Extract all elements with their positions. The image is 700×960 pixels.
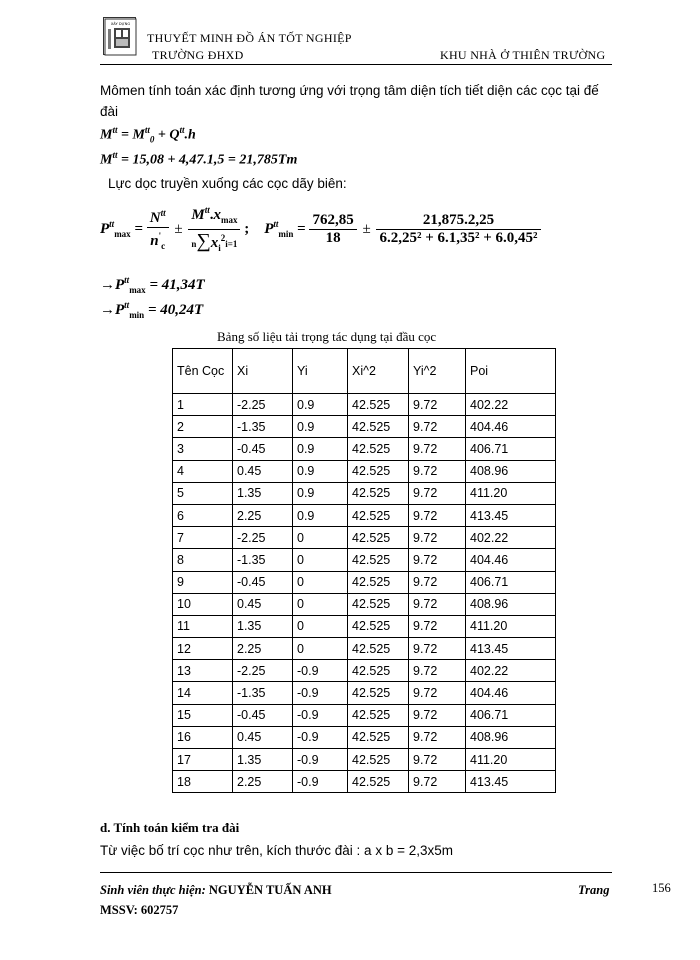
table-cell: 42.525 (348, 615, 409, 637)
table-row (173, 615, 556, 637)
table-cell: -2.25 (233, 660, 293, 682)
table-cell: 411.20 (466, 482, 556, 504)
table-cell: -0.9 (293, 704, 348, 726)
table-cell: 0.9 (293, 416, 348, 438)
table-cell: 42.525 (348, 593, 409, 615)
table-cell: 9.72 (409, 638, 466, 660)
table-cell: -0.9 (293, 771, 348, 793)
header-divider (100, 64, 612, 65)
pile-load-table (172, 348, 556, 793)
table-cell: 9.72 (409, 527, 466, 549)
table-cell: 413.45 (466, 504, 556, 526)
table-cell: -1.35 (233, 416, 293, 438)
table-cell: 9.72 (409, 726, 466, 748)
table-cell: 408.96 (466, 726, 556, 748)
page-number: 156 (652, 881, 671, 895)
table-cell: 0.9 (293, 460, 348, 482)
table-cell: 42.525 (348, 527, 409, 549)
table-cell: 9.72 (409, 416, 466, 438)
table-cell: 42.525 (348, 682, 409, 704)
table-cell: 0 (293, 615, 348, 637)
table-cell: 9.72 (409, 394, 466, 416)
table-cell: -0.45 (233, 438, 293, 460)
table-cell: -2.25 (233, 394, 293, 416)
table-cell: 9.72 (409, 704, 466, 726)
header-cell: Tên Cọc (173, 349, 233, 394)
table-cell: 12 (173, 638, 233, 660)
table-row (173, 416, 556, 438)
table-cell: 42.525 (348, 660, 409, 682)
table-cell: 0.9 (293, 394, 348, 416)
table-row (173, 527, 556, 549)
table-cell: 0 (293, 527, 348, 549)
table-cell: 404.46 (466, 549, 556, 571)
table-cell: 406.71 (466, 704, 556, 726)
table-cell: 42.525 (348, 571, 409, 593)
header-cell: Poi (466, 349, 556, 394)
table-row (173, 638, 556, 660)
table-cell: 0.9 (293, 504, 348, 526)
table-cell: 0.45 (233, 726, 293, 748)
table-cell: 411.20 (466, 615, 556, 637)
table-cell: 0.45 (233, 460, 293, 482)
table-cell: -0.9 (293, 726, 348, 748)
table-cell: 42.525 (348, 438, 409, 460)
table-cell: -0.9 (293, 660, 348, 682)
table-cell: 0.9 (293, 482, 348, 504)
table-cell: -1.35 (233, 682, 293, 704)
table-cell: 9.72 (409, 749, 466, 771)
table-cell: -0.9 (293, 682, 348, 704)
table-cell: 0.9 (293, 438, 348, 460)
arrow-icon: → (100, 277, 115, 293)
table-cell: 1.35 (233, 615, 293, 637)
header-title: THUYẾT MINH ĐỒ ÁN TỐT NGHIỆP (147, 31, 352, 45)
table-cell: 1.35 (233, 749, 293, 771)
table-cell: 13 (173, 660, 233, 682)
table-cell: 42.525 (348, 771, 409, 793)
table-cell: 9.72 (409, 504, 466, 526)
table-cell: -1.35 (233, 549, 293, 571)
table-row (173, 394, 556, 416)
table-cell: 0 (293, 571, 348, 593)
table-cell: 404.46 (466, 416, 556, 438)
table-cell: 9.72 (409, 571, 466, 593)
footer-student: Sinh viên thực hiện: NGUYỄN TUẤN ANH (100, 883, 332, 897)
table-row (173, 460, 556, 482)
table-cell: 2 (173, 416, 233, 438)
table-cell: 10 (173, 593, 233, 615)
table-row (173, 438, 556, 460)
table-row (173, 593, 556, 615)
table-row (173, 704, 556, 726)
table-cell: 15 (173, 704, 233, 726)
footer-mssv: MSSV: 602757 (100, 903, 179, 917)
table-row (173, 771, 556, 793)
table-row (173, 660, 556, 682)
lead-paragraph: Lực dọc truyền xuống các cọc dãy biên: (108, 176, 347, 191)
intro-paragraph: Mômen tính toán xác định tương ứng với trọng tâm diện tích tiết diện các cọc tại đế đài (100, 83, 599, 119)
table-cell: 5 (173, 482, 233, 504)
table-cell: 0 (293, 549, 348, 571)
table-cell: 7 (173, 527, 233, 549)
table-cell: 0 (293, 638, 348, 660)
table-cell: 3 (173, 438, 233, 460)
table-cell: 9.72 (409, 593, 466, 615)
table-cell: 42.525 (348, 726, 409, 748)
table-row (173, 749, 556, 771)
table-cell: 1.35 (233, 482, 293, 504)
header-cell: Xi (233, 349, 293, 394)
table-row (173, 504, 556, 526)
table-header-row (173, 349, 556, 394)
footer-divider (100, 872, 612, 873)
numeric-fraction-1: $\frac{762,85}{18}$ (309, 212, 356, 247)
table-cell: 9.72 (409, 460, 466, 482)
table-cell: 2.25 (233, 771, 293, 793)
header-project: KHU NHÀ Ở THIÊN TRƯỜNG (440, 48, 606, 62)
table-cell: 11 (173, 615, 233, 637)
table-cell: 42.525 (348, 504, 409, 526)
table-cell: 9.72 (409, 438, 466, 460)
footer-trang-label: Trang (578, 883, 610, 897)
table-cell: 408.96 (466, 593, 556, 615)
arrow-icon: → (100, 302, 115, 318)
table-cell: 402.22 (466, 527, 556, 549)
table-cell: 4 (173, 460, 233, 482)
table-cell: 9.72 (409, 482, 466, 504)
table-cell: 42.525 (348, 394, 409, 416)
table-row (173, 571, 556, 593)
table-cell: 42.525 (348, 549, 409, 571)
table-cell: -0.45 (233, 571, 293, 593)
result-min: $\to P^{tt}_{min} = 40,24T$ (100, 300, 204, 320)
table-cell: 9.72 (409, 660, 466, 682)
table-cell: 402.22 (466, 660, 556, 682)
table-cell: 411.20 (466, 749, 556, 771)
section-title: d. Tính toán kiểm tra đài (100, 820, 240, 835)
table-row (173, 726, 556, 748)
table-cell: 42.525 (348, 416, 409, 438)
table-cell: -0.45 (233, 704, 293, 726)
table-row (173, 682, 556, 704)
logo-text: XÂY DỰNG (110, 22, 131, 26)
table-cell: 1 (173, 394, 233, 416)
university-logo (103, 17, 136, 55)
pile-force-formula: $P^{tt}_{max}$ = $\frac{N^{tt}}{n'_c}$ ± $\frac{M^{tt}.x_{max}}{n\sum x_i^2i=1}$ ; $P^{tt}_{min}$ = $\frac{762,85}{18}$ ± $\frac{21,875.2,25}{\text{6.2,25² + 6.1,35² + 6.0,45²}}$ (100, 202, 541, 257)
moment-value-equation: $M^{tt} = 15,08 + 4,47.1,5 = 21,785Tm$ (100, 150, 298, 168)
table-cell: 16 (173, 726, 233, 748)
table-cell: 42.525 (348, 482, 409, 504)
table-cell: 8 (173, 549, 233, 571)
table-cell: 14 (173, 682, 233, 704)
table-cell: 413.45 (466, 638, 556, 660)
section-text: Từ việc bố trí cọc như trên, kích thước đài : a x b = 2,3x5m (100, 843, 453, 858)
table-cell: -2.25 (233, 527, 293, 549)
header-cell: Xi^2 (348, 349, 409, 394)
table-cell: 2.25 (233, 638, 293, 660)
table-cell: 0 (293, 593, 348, 615)
table-cell: 9.72 (409, 682, 466, 704)
header-cell: Yi^2 (409, 349, 466, 394)
table-cell: 42.525 (348, 704, 409, 726)
table-cell: 18 (173, 771, 233, 793)
header-cell: Yi (293, 349, 348, 394)
table-cell: 406.71 (466, 571, 556, 593)
table-cell: 42.525 (348, 749, 409, 771)
table-cell: 402.22 (466, 394, 556, 416)
table-cell: 0.45 (233, 593, 293, 615)
table-cell: 408.96 (466, 460, 556, 482)
table-cell: 42.525 (348, 638, 409, 660)
header-school: TRƯỜNG ĐHXD (152, 48, 244, 62)
result-max: $\to P^{tt}_{max} = 41,34T$ (100, 275, 205, 295)
moment-fraction: $\frac{M^{tt}.x_{max}}{n\sum x_i^2i=1}$ (188, 202, 240, 257)
table-cell: 9.72 (409, 615, 466, 637)
table-row (173, 482, 556, 504)
numeric-fraction-2: $\frac{21,875.2,25}{\text{6.2,25² + 6.1,35² + 6.0,45²}}$ (376, 212, 540, 247)
table-cell: 9.72 (409, 771, 466, 793)
table-cell: 6 (173, 504, 233, 526)
table-cell: 42.525 (348, 460, 409, 482)
table-cell: -0.9 (293, 749, 348, 771)
table-cell: 9 (173, 571, 233, 593)
table-cell: 404.46 (466, 682, 556, 704)
table-cell: 406.71 (466, 438, 556, 460)
axial-fraction: $\frac{N^{tt}}{n'_c}$ (147, 205, 169, 255)
table-cell: 413.45 (466, 771, 556, 793)
table-cell: 9.72 (409, 549, 466, 571)
table-row (173, 549, 556, 571)
moment-equation: $M^{tt} = M^{tt}_0 + Q^{tt}.h$ (100, 125, 196, 145)
table-caption: Bảng số liệu tải trọng tác dụng tại đầu cọc (217, 329, 437, 344)
table-cell: 2.25 (233, 504, 293, 526)
table-cell: 17 (173, 749, 233, 771)
